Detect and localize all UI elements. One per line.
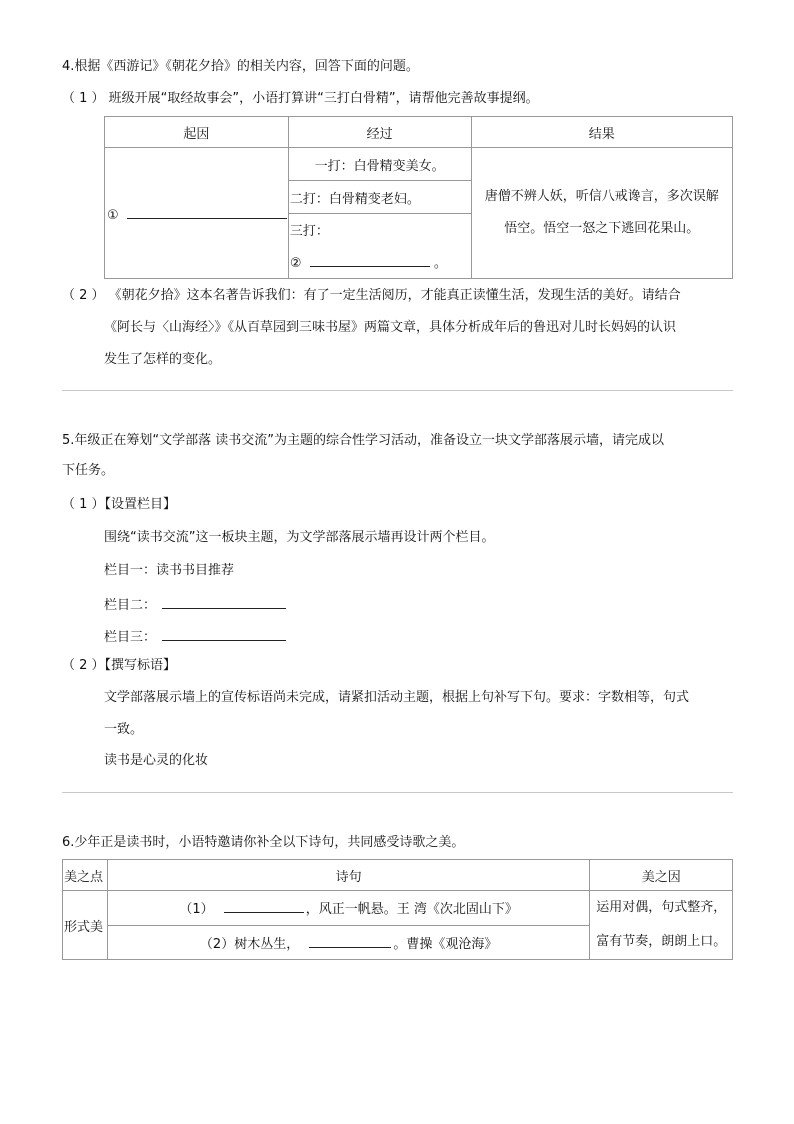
q4-title: 4.根据《西游记》《朝花夕拾》的相关内容，回答下面的问题。 xyxy=(62,59,419,74)
reason-line-1: 运用对偶，句式整齐， xyxy=(596,900,727,915)
cause-number: ① xyxy=(107,207,119,223)
poem-2-blank[interactable] xyxy=(309,933,391,948)
poem-line-1 xyxy=(107,891,590,926)
column-two xyxy=(104,594,286,615)
q5-part2-heading: （ 2 ）【撰写标语】 xyxy=(62,658,177,673)
q6-poem-table xyxy=(62,859,733,960)
poem-1-blank[interactable] xyxy=(224,898,304,913)
poem-1-prefix: （1） xyxy=(179,902,214,918)
process-4-number: ② xyxy=(289,256,302,272)
result-line-1: 唐僧不辨人妖，听信八戒谗言，多次误解 xyxy=(484,189,719,204)
process-4-cell xyxy=(288,246,471,279)
q4-part2-line1: （ 2 ） 《朝花夕拾》这本名著告诉我们：有了一定生活阅历，才能真正读懂生活，发现生活的美好。请结合 xyxy=(62,288,681,303)
poem-1-suffix: ，风正一帆悬。王 湾《次北固山下》 xyxy=(305,902,518,918)
slogan-first-half: 读书是心灵的化妆 xyxy=(104,753,209,768)
header-beauty-point: 美之点 xyxy=(63,860,108,891)
q6-title: 6.少年正是读书时，小语特邀请你补全以下诗句，共同感受诗歌之美。 xyxy=(62,835,465,850)
column-one: 栏目一：读书书目推荐 xyxy=(104,563,235,578)
poem-line-2 xyxy=(107,925,590,960)
beauty-reason-cell xyxy=(590,891,733,960)
result-cell xyxy=(471,148,733,279)
process-4-end: 。 xyxy=(433,256,447,272)
poem-2-suffix: 。曹操《观沧海》 xyxy=(393,936,498,952)
header-poem: 诗句 xyxy=(107,860,590,891)
q4-part2-line2: 《阿长与〈山海经〉》《从百草园到三味书屋》两篇文章，具体分析成年后的鲁迅对儿时长妈妈的认识 xyxy=(104,320,677,335)
process-3: 三打： xyxy=(288,214,471,246)
q5-part2-desc-line1: 文学部落展示墙上的宣传标语尚未完成，请紧扣活动主题，根据上句补写下句。要求：字数相等，句式 xyxy=(104,690,690,705)
q5-title-line2: 下任务。 xyxy=(62,463,115,478)
column-two-blank[interactable] xyxy=(162,594,286,609)
poem-2-prefix: （2）树木丛生， xyxy=(199,936,300,952)
column-three-blank[interactable] xyxy=(162,626,286,641)
q5-title-line1: 5.年级正在筹划“文学部落 读书交流”为主题的综合性学习活动，准备设立一块文学部落展示墙，请完成以 xyxy=(62,433,665,448)
q5-part2-desc-line2: 一致。 xyxy=(104,722,144,737)
column-three xyxy=(104,626,286,647)
process-1: 一打：白骨精变美女。 xyxy=(288,148,471,181)
q4-part1: （ 1 ） 班级开展“取经故事会”，小语打算讲“三打白骨精”，请帮他完善故事提纲。 xyxy=(62,91,539,106)
cause-cell xyxy=(105,148,289,279)
q5-part1-desc: 围绕“读书交流”这一板块主题，为文学部落展示墙再设计两个栏目。 xyxy=(104,530,495,545)
q5-part1-heading: （ 1 ）【设置栏目】 xyxy=(62,497,177,512)
section-divider-1 xyxy=(62,390,733,391)
reason-line-2: 富有节奏，朗朗上口。 xyxy=(596,934,727,949)
column-two-label: 栏目二： xyxy=(104,598,157,613)
header-beauty-reason: 美之因 xyxy=(590,860,733,891)
q4-part2-line3: 发生了怎样的变化。 xyxy=(104,352,222,367)
cause-answer-blank[interactable] xyxy=(127,204,287,219)
header-cause: 起因 xyxy=(105,117,289,148)
process-4-answer-blank[interactable] xyxy=(310,252,430,267)
result-line-2: 悟空。悟空一怒之下逃回花果山。 xyxy=(504,221,700,236)
header-result: 结果 xyxy=(471,117,733,148)
header-process: 经过 xyxy=(288,117,471,148)
q4-outline-table xyxy=(104,116,733,279)
column-three-label: 栏目三： xyxy=(104,630,157,645)
section-divider-2 xyxy=(62,792,733,793)
process-2: 二打：白骨精变老妇。 xyxy=(288,181,471,214)
beauty-point-form: 形式美 xyxy=(63,891,108,960)
